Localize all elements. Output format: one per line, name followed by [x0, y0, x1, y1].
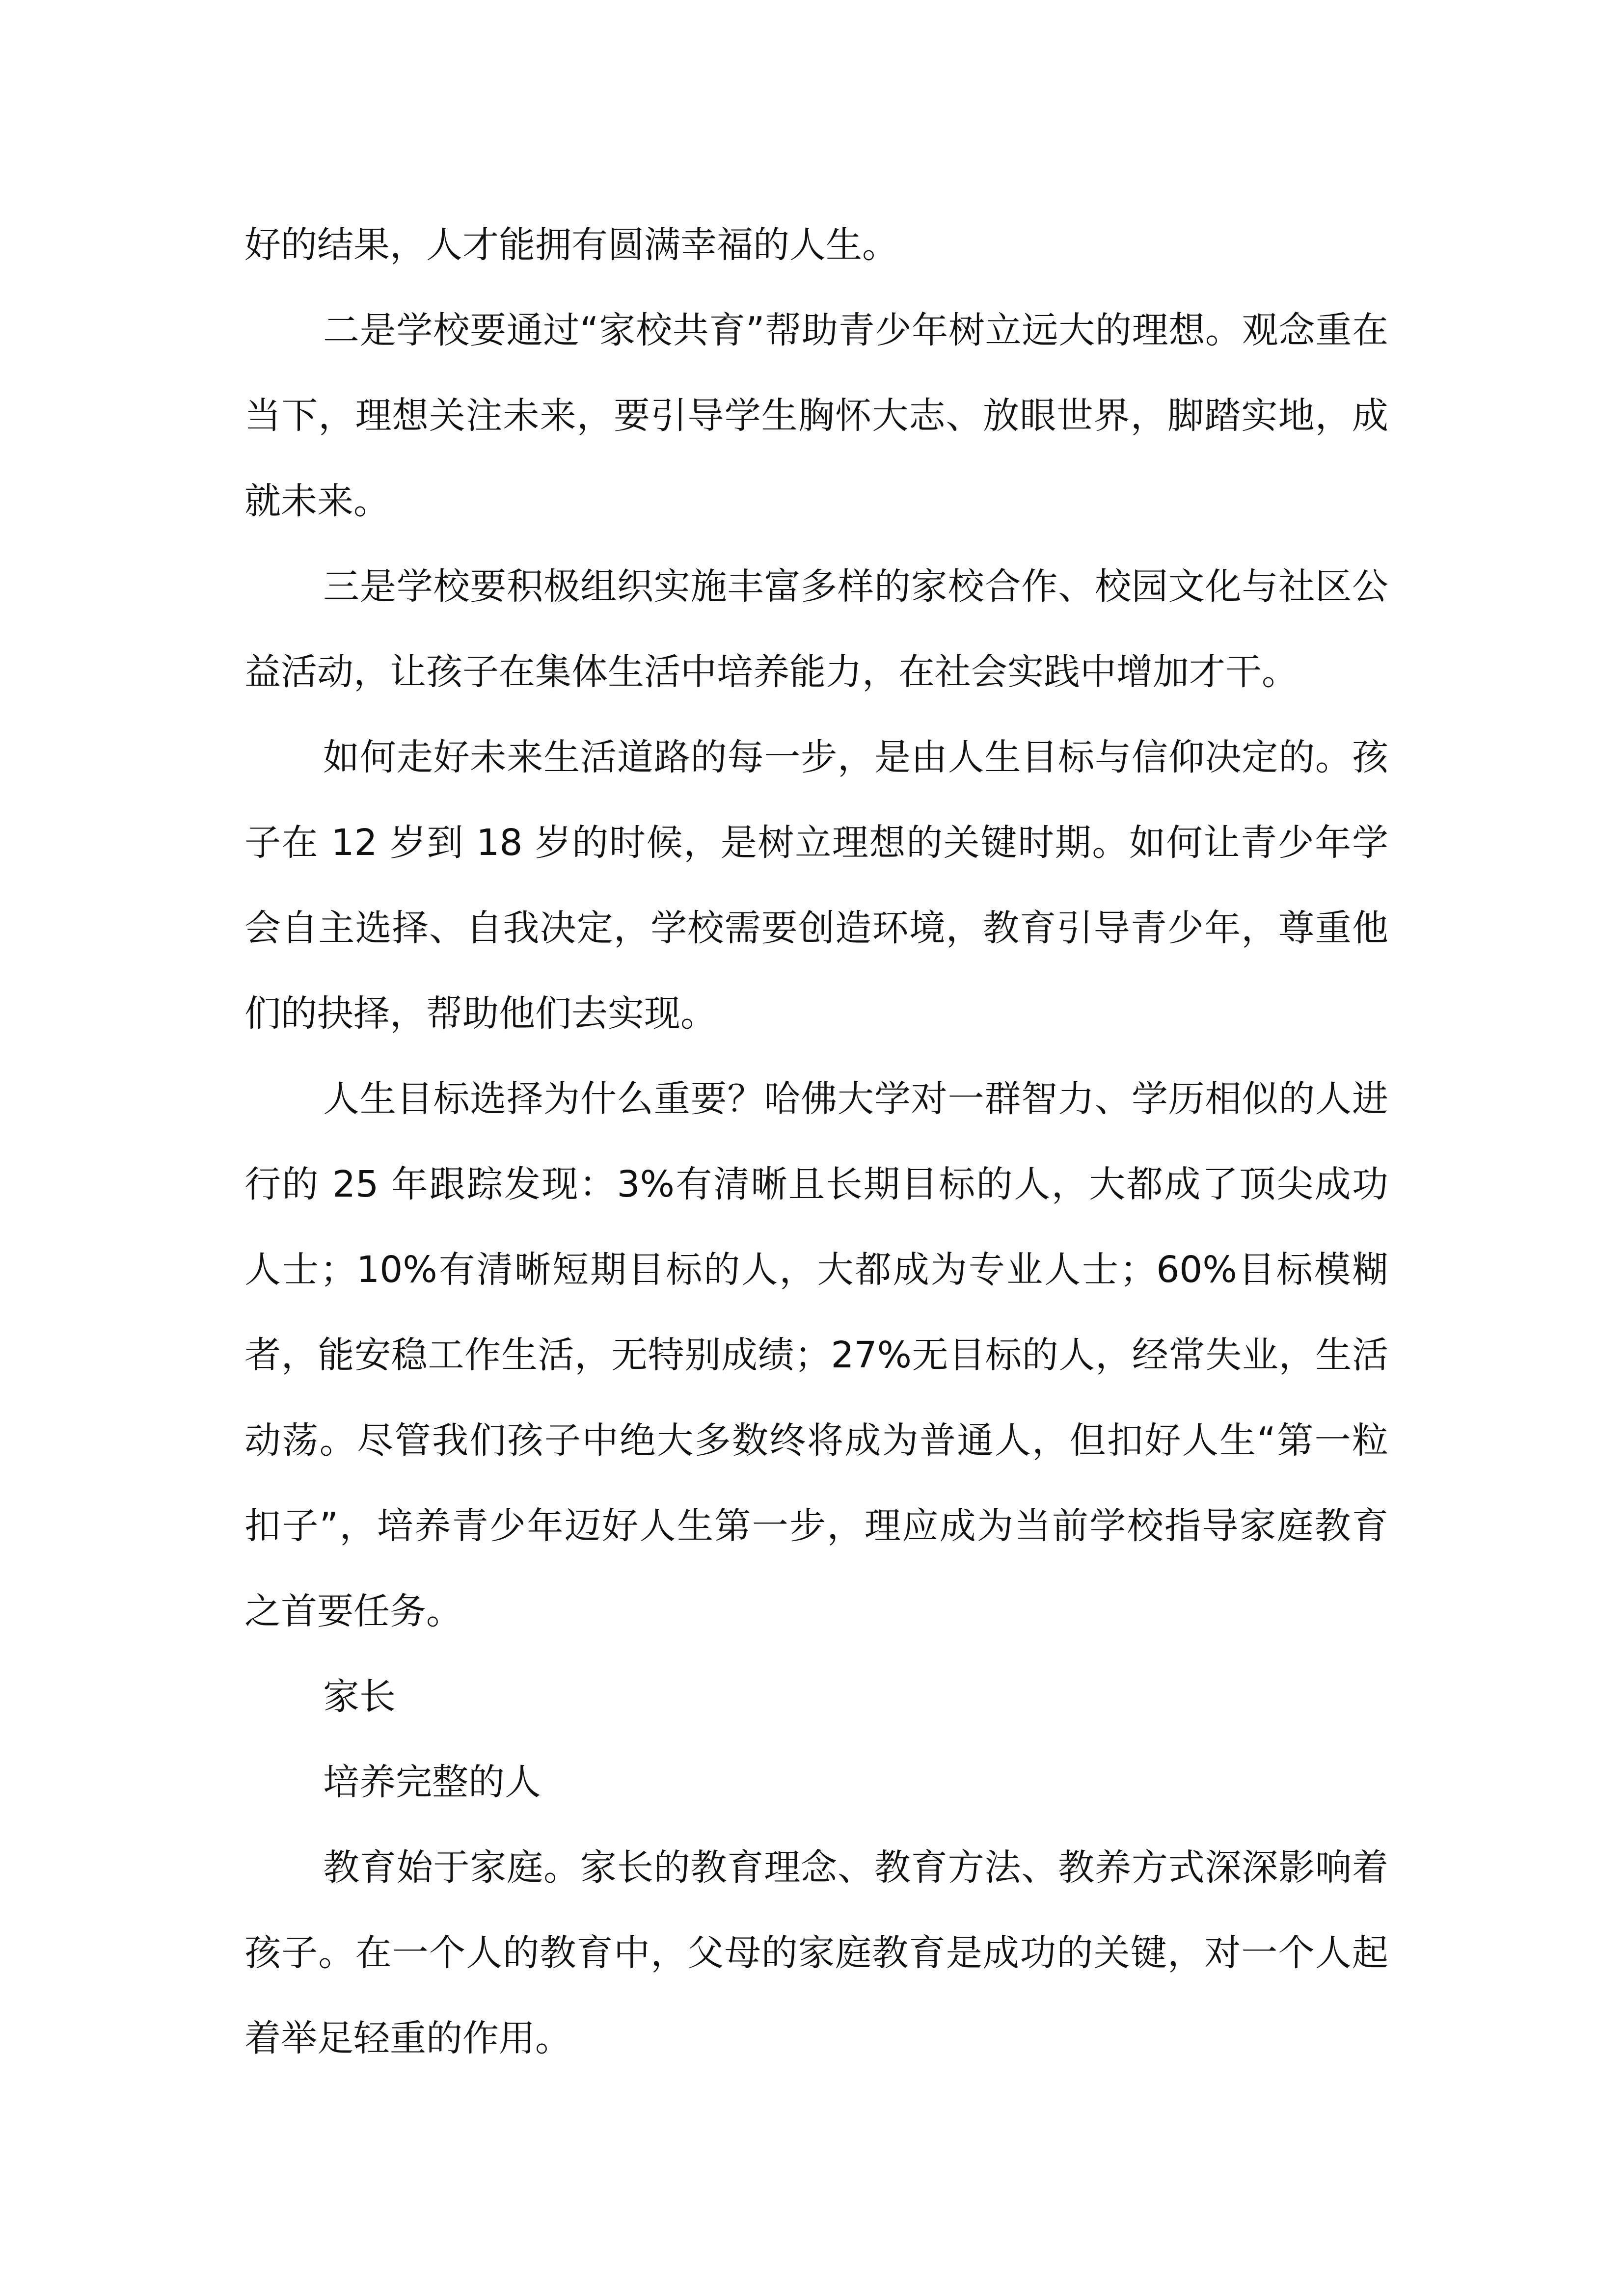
paragraph-ideals: 二是学校要通过“家校共育”帮助青少年树立远大的理想。观念重在当下，理想关注未来，要引导学生胸怀大志、放眼世界，脚踏实地，成就未来。 [244, 309, 1388, 522]
paragraph-activities: 三是学校要积极组织实施丰富多样的家校合作、校园文化与社区公益活动，让孩子在集体生活中培养能力，在社会实践中增加才干。 [244, 565, 1388, 693]
section-subheading: 培养完整的人 [323, 1761, 541, 1803]
section-heading-parents: 家长 [323, 1676, 396, 1718]
paragraph-life-path: 如何走好未来生活道路的每一步，是由人生目标与信仰决定的。孩子在 12 岁到 18 岁的时候，是树立理想的关键时期。如何让青少年学会自主选择、自我决定，学校需要创造环境，教育引导青少年，尊重他们的抉择，帮助他们去实现。 [244, 736, 1388, 1035]
document-body [244, 202, 1388, 2081]
paragraph-harvard-study: 人生目标选择为什么重要？哈佛大学对一群智力、学历相似的人进行的 25 年跟踪发现：3%有清晰且长期目标的人，大都成了顶尖成功人士；10%有清晰短期目标的人，大都成为专业人士；60%目标模糊者，能安稳工作生活，无特别成绩；27%无目标的人，经常失业，生活动荡。尽管我们孩子中绝大多数终将成为普通人，但扣好人生“第一粒扣子”，培养青少年迈好人生第一步，理应成为当前学校指导家庭教育之首要任务。 [244, 1078, 1388, 1632]
paragraph-continuation: 好的结果，人才能拥有圆满幸福的人生。 [244, 224, 898, 266]
paragraph-family-education: 教育始于家庭。家长的教育理念、教育方法、教养方式深深影响着孩子。在一个人的教育中，父母的家庭教育是成功的关键，对一个人起着举足轻重的作用。 [244, 1846, 1388, 2059]
